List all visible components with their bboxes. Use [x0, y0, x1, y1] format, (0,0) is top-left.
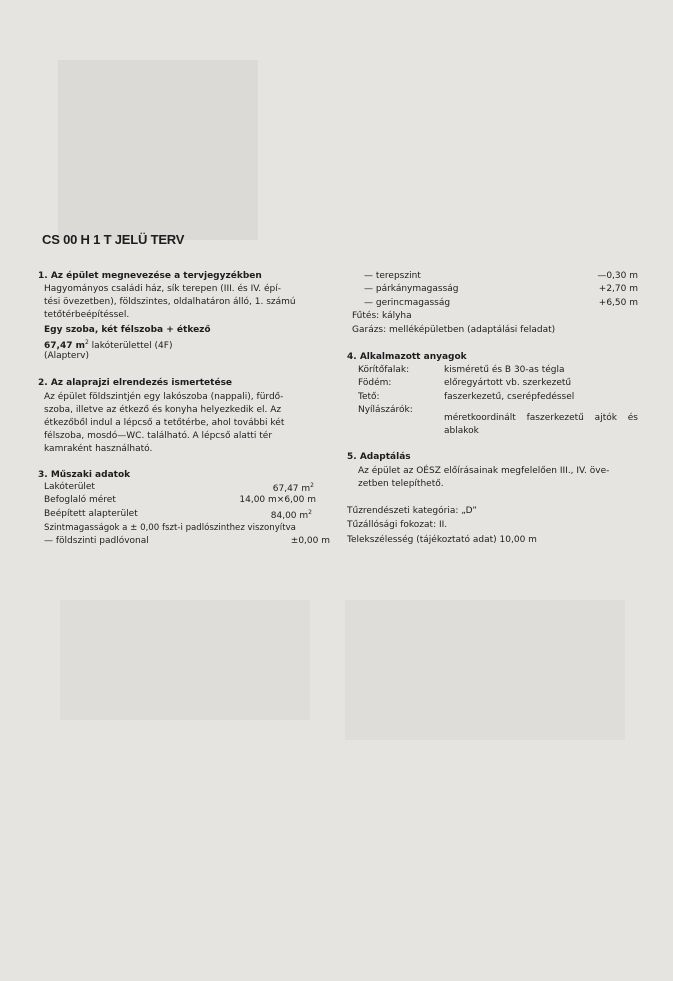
section-1-text: Hagyományos családi ház, sík terepen (III. és IV. épí-: [44, 284, 281, 294]
section-2-text: félszoba, mosdó—WC. található. A lépcső alatti tér: [44, 431, 273, 441]
material-label: Tető:: [358, 392, 380, 402]
level-value: +2,70 m: [598, 284, 638, 294]
section-4-heading: 4. Alkalmazott anyagok: [347, 352, 467, 362]
show-through-block: [345, 600, 625, 740]
spec-value: 14,00 m×6,00 m: [239, 495, 316, 505]
section-2-text: étkezőből indul a lépcső a tetőtérbe, ahol további két: [44, 418, 285, 428]
plot-width: Telekszélesség (tájékoztató adat) 10,00 m: [347, 535, 537, 545]
level-label: — terepszint: [364, 271, 421, 281]
garage-info: Garázs: melléképületben (adaptálási feladat): [352, 325, 556, 335]
material-value: méretkoordinált faszerkezetű ajtók és: [444, 413, 638, 423]
fire-resistance: Tűzállósági fokozat: II.: [347, 520, 448, 530]
plan-title: CS 00 H 1 T JELÜ TERV: [42, 232, 185, 247]
area-text: lakóterülettel (4F): [88, 341, 173, 351]
level-value: —0,30 m: [597, 271, 638, 281]
show-through-block: [60, 600, 310, 720]
spec-value-unit: 2: [308, 509, 312, 516]
spec-value: ±0,00 m: [290, 536, 330, 546]
material-value: faszerkezetű, cserépfedéssel: [444, 392, 575, 402]
section-2-text: kamraként használható.: [44, 444, 153, 454]
spec-value: [273, 482, 314, 494]
section-5-heading: 5. Adaptálás: [347, 452, 411, 462]
material-value: ablakok: [444, 426, 479, 436]
level-row-parkony: [352, 284, 638, 294]
spec-label: Befoglaló méret: [44, 495, 116, 505]
material-label: Nyílászárók:: [358, 405, 413, 415]
section-3-heading: 3. Műszaki adatok: [38, 470, 131, 480]
level-value: +6,50 m: [598, 298, 638, 308]
material-label: Körítőfalak:: [358, 365, 410, 375]
material-label: Födém:: [358, 378, 392, 388]
level-row-terepszint: [352, 271, 638, 281]
level-label: — párkánymagasság: [364, 284, 459, 294]
section-5-text: Az épület az OÉSZ előírásainak megfelelően III., IV. öve-: [358, 466, 610, 476]
section-5-text: zetben telepíthető.: [358, 479, 444, 489]
spec-label: Beépített alapterület: [44, 509, 138, 519]
fire-category: Tűzrendészeti kategória: „D”: [347, 506, 477, 516]
section-1-heading: 1. Az épület megnevezése a tervjegyzékben: [38, 271, 262, 281]
spec-value-number: 84,00 m: [270, 511, 309, 521]
material-value: kisméretű és B 30-as tégla: [444, 365, 565, 375]
spec-value-number: 67,47 m: [272, 484, 311, 494]
section-1-text: tetőtérbeépítéssel.: [44, 310, 130, 320]
spec-height-note: Szintmagasságok a ± 0,00 fszt-i padlószinthez viszonyítva: [44, 523, 296, 533]
show-through-block: [58, 60, 258, 240]
spec-value: [271, 509, 312, 521]
material-value: előregyártott vb. szerkezetű: [444, 378, 572, 388]
level-label: — gerincmagasság: [364, 298, 451, 308]
spec-row-lakoterulet: [44, 482, 316, 494]
spec-row-beepitett: [44, 509, 316, 521]
spec-label: — földszinti padlóvonal: [44, 536, 149, 546]
spec-value-unit: 2: [310, 482, 314, 489]
heating-info: Fűtés: kályha: [352, 311, 412, 321]
spec-label: Lakóterület: [44, 482, 95, 492]
section-2-text: Az épület földszintjén egy lakószoba (nappali), fürdő-: [44, 392, 284, 402]
spec-row-befoglalo: [44, 495, 316, 505]
section-2-text: szoba, illetve az étkező és konyha helyezkedik el. Az: [44, 405, 282, 415]
section-1-variant: (Alapterv): [44, 351, 89, 361]
level-row-gerinc: [352, 298, 638, 308]
section-1-text: tési övezetben), földszintes, oldalhatáron álló, 1. számú: [44, 297, 296, 307]
area-value: 67,47 m: [44, 341, 85, 351]
section-2-heading: 2. Az alaprajzi elrendezés ismertetése: [38, 378, 233, 388]
area-unit: 2: [84, 339, 89, 346]
section-1-rooms: Egy szoba, két félszoba + étkező: [44, 325, 211, 335]
spec-row-foldszinti: [44, 536, 330, 546]
